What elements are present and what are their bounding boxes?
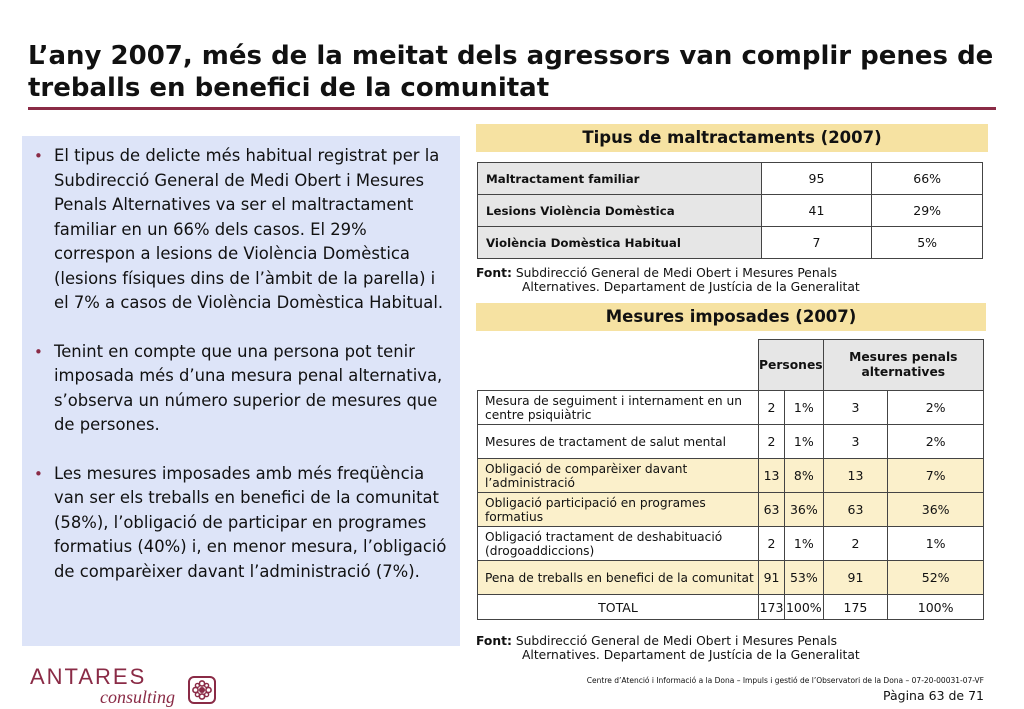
measures-count: 91	[823, 561, 888, 595]
table-row	[478, 425, 984, 459]
source-line-1: Subdirecció General de Medi Obert i Mesures Penals	[515, 634, 838, 648]
persons-count: 63	[759, 493, 785, 527]
measures-count: 175	[823, 595, 888, 620]
persons-pct: 1%	[785, 527, 824, 561]
row-label: Mesures de tractament de salut mental	[478, 425, 759, 459]
row-label: Obligació tractament de deshabituació (drogoaddiccions)	[478, 527, 759, 561]
bullet-text: Les mesures imposades amb més freqüència van ser els treballs en benefici de la comunitat (58%), l’obligació de participar en programes formatius (40%) i, en menor mesura, l’obligació de comparèixer davant l’administració (7%).	[54, 463, 447, 581]
measures-count: 2	[823, 527, 888, 561]
table-row	[478, 195, 983, 227]
title-divider	[28, 107, 996, 110]
source-note-1	[476, 266, 860, 294]
row-label: Obligació participació en programes formatius	[478, 493, 759, 527]
page-title: L’any 2007, més de la meitat dels agressors van complir penes de treballs en benefici de la comunitat	[28, 41, 994, 103]
measures-pct: 100%	[888, 595, 984, 620]
bullet-icon: •	[34, 147, 43, 165]
persons-count: 2	[759, 391, 785, 425]
persons-pct: 53%	[785, 561, 824, 595]
measures-table	[477, 339, 984, 620]
source-line-1: Subdirecció General de Medi Obert i Mesures Penals	[515, 266, 838, 280]
row-pct: 66%	[872, 163, 983, 195]
measures-count: 3	[823, 391, 888, 425]
measures-pct: 2%	[888, 391, 984, 425]
source-line-2: Alternatives. Departament de Justícia de la Generalitat	[522, 648, 860, 662]
table-row	[478, 561, 984, 595]
persons-count: 173	[759, 595, 785, 620]
table1-title: Tipus de maltractaments (2007)	[476, 124, 988, 152]
flower-logo-icon	[188, 676, 216, 704]
table-header-row	[478, 340, 984, 391]
row-pct: 29%	[872, 195, 983, 227]
logo-wordmark: ANTARES	[30, 664, 147, 689]
row-count: 95	[761, 163, 872, 195]
measures-pct: 1%	[888, 527, 984, 561]
table-row	[478, 163, 983, 195]
logo-subtitle: consulting	[100, 687, 175, 707]
antares-logo	[30, 666, 175, 706]
bullet-item	[30, 144, 452, 316]
persons-count: 13	[759, 459, 785, 493]
row-label: Pena de treballs en benefici de la comunitat	[478, 561, 759, 595]
bullet-item	[30, 462, 452, 585]
table-row	[478, 459, 984, 493]
header-measures: Mesures penals alternatives	[823, 340, 983, 391]
summary-panel	[22, 136, 460, 646]
measures-count: 3	[823, 425, 888, 459]
row-count: 7	[761, 227, 872, 259]
table-row	[478, 493, 984, 527]
total-row	[478, 595, 984, 620]
persons-pct: 36%	[785, 493, 824, 527]
measures-pct: 36%	[888, 493, 984, 527]
persons-count: 91	[759, 561, 785, 595]
table-row	[478, 527, 984, 561]
bullet-text: El tipus de delicte més habitual registrat per la Subdirecció General de Medi Obert i Mesures Penals Alternatives va ser el maltractament familiar en un 66% dels casos. El 29% correspon a lesions de Violència Domèstica (lesions físiques dins de l’àmbit de la parella) i el 7% a casos de Violència Domèstica Habitual.	[54, 146, 444, 312]
source-label: Font:	[476, 634, 512, 648]
persons-pct: 8%	[785, 459, 824, 493]
row-label: Mesura de seguiment i internament en un centre psiquiàtric	[478, 391, 759, 425]
row-pct: 5%	[872, 227, 983, 259]
page-number: Pàgina 63 de 71	[883, 688, 984, 703]
row-label: Lesions Violència Domèstica	[478, 195, 762, 227]
source-note-2	[476, 634, 860, 662]
bullet-item	[30, 340, 452, 438]
row-label: Violència Domèstica Habitual	[478, 227, 762, 259]
abuse-types-table	[477, 162, 983, 259]
table-row	[478, 227, 983, 259]
persons-pct: 100%	[785, 595, 824, 620]
persons-count: 2	[759, 527, 785, 561]
table2-title: Mesures imposades (2007)	[476, 303, 986, 331]
bullet-icon: •	[34, 342, 43, 361]
total-label: TOTAL	[478, 595, 759, 620]
source-line-2: Alternatives. Departament de Justícia de la Generalitat	[522, 280, 860, 294]
table-row	[478, 391, 984, 425]
bullet-icon: •	[34, 464, 43, 483]
persons-count: 2	[759, 425, 785, 459]
row-label: Obligació de comparèixer davant l’administració	[478, 459, 759, 493]
bullet-text: Tenint en compte que una persona pot tenir imposada més d’una mesura penal alternativa, s’observa un número superior de mesures que de persones.	[54, 341, 443, 434]
measures-pct: 2%	[888, 425, 984, 459]
persons-pct: 1%	[785, 425, 824, 459]
measures-pct: 7%	[888, 459, 984, 493]
source-label: Font:	[476, 266, 512, 280]
measures-count: 63	[823, 493, 888, 527]
measures-count: 13	[823, 459, 888, 493]
header-blank-cell	[478, 340, 759, 391]
row-count: 41	[761, 195, 872, 227]
measures-pct: 52%	[888, 561, 984, 595]
header-persons: Persones	[759, 340, 824, 391]
footer-note: Centre d’Atenció i Informació a la Dona – Impuls i gestió de l’Observatori de la Dona – 07-20-00031-07-VF	[586, 676, 984, 685]
persons-pct: 1%	[785, 391, 824, 425]
row-label: Maltractament familiar	[478, 163, 762, 195]
